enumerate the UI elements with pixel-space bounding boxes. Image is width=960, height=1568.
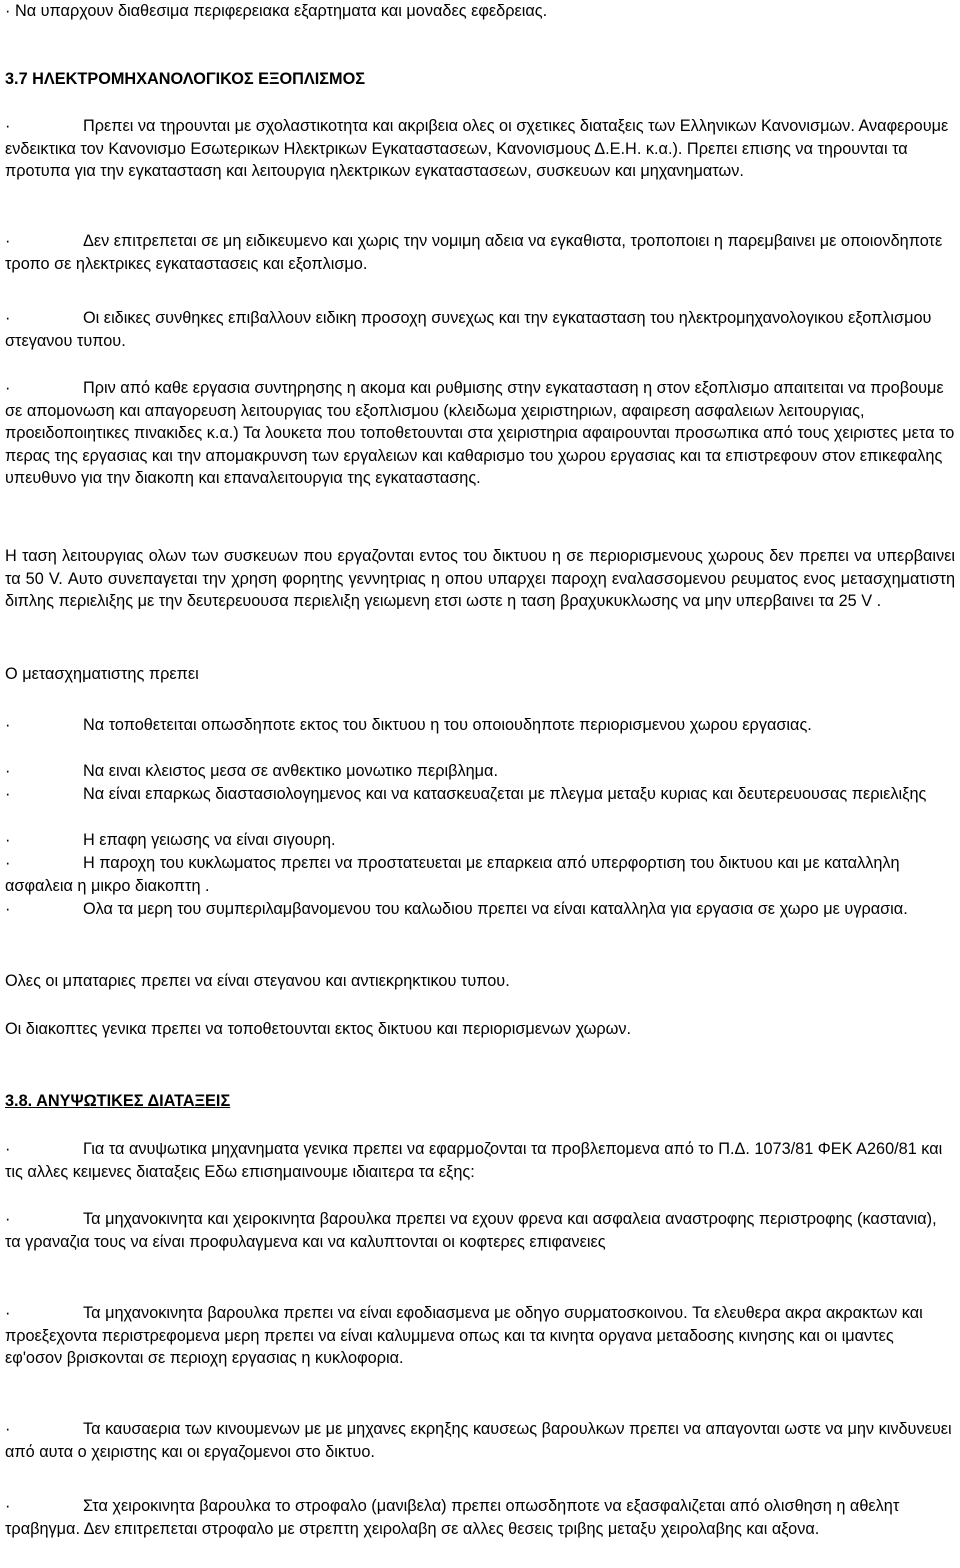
list-item-transformer-5 [5,852,955,897]
bullet-dot: · [5,117,11,135]
paragraph-spare-parts: · Να υπαρχουν διαθεσιμα περιφερειακα εξαρτηματα και μοναδες εφεδρειας. [5,2,548,20]
bullet-dot: · [5,1497,11,1515]
list-item-transformer-2 [5,760,955,783]
paragraph-lifting-general [5,1138,955,1183]
section-heading-3-8-text: 3.8. ΑΝΥΨΩΤΙΚΕΣ ΔΙΑΤΑΞΕΙΣ [5,1092,231,1110]
section-heading-3-8 [5,1090,955,1113]
bullet-dot: · [5,232,11,250]
paragraph-winches-brakes [5,1208,955,1253]
bullet-dot: · [5,1304,11,1322]
bullet-dot: · [5,309,11,327]
paragraph-special-conditions [5,307,955,352]
section-heading-3-7: 3.7 ΗΛΕΚΤΡΟΜΗΧΑΝΟΛΟΓΙΚΟΣ ΕΞΟΠΛΙΣΜΟΣ [5,70,366,88]
paragraph-lifting-general-text: Για τα ανυψωτικα μηχανηματα γενικα πρεπει να εφαρμοζονται τα προβλεπομενα από το Π.Δ. 1073/81 ΦΕΚ Α260/81 και τις αλλες κειμενες διαταξεις Εδω επισημαινουμε ιδιαιτερα τα εξης: [5,1140,943,1181]
list-item-text: Να τοποθετειται οπωσδηποτε εκτος του δικτυου η του οποιουδηποτε περιορισμενου χωρου εργασιας. [83,716,812,734]
paragraph-voltage: Η ταση λειτουργιας ολων των συσκευων που εργαζονται εντος του δικτυου η σε περιορισμενους χωρους δεν πρεπει να υπερβαινει τα 50 V. Αυτο συνεπαγεται την χρηση φορητης γεννητριας η οπου υπαρχει παροχη εναλασσομενου ρευματος ενος μετασχηματιστη διπλης περιελιξης με την δευτερευουσα περιελιξη γειωμενη ετσι ωστε η ταση βραχυκυκλωσης να μην υπερβαινει τα 25 V . [5,547,955,611]
list-item-text: Να ειναι κλειστος μεσα σε ανθεκτικο μονωτικο περιβλημα. [83,762,498,780]
paragraph-winches-guide-text: Τα μηχανοκινητα βαρουλκα πρεπει να είναι εφοδιασμενα με οδηγο συρματοσκοινου. Τα ελευθερα ακρα ακρακτων και προεξεχοντα περιστρεφομενα μερη πρεπει να είναι καλυμμενα οπως και τα κινητα οργανα μεταδοσης κινησης και οι ιμαντες εφ'οσον βρισκονται σε περιοχη εργασιας η κυκλοφορια. [5,1304,923,1368]
paragraph-regulations-text: Πρεπει να τηρουνται με σχολαστικοτητα και ακριβεια ολες οι σχετικες διαταξεις των Ελληνικων Κανονισμων. Αναφερουμε ενδεικτικα τον Κανονισμο Εσωτερικων Ηλεκτρικων Εγκαταστασεων, Κανονισμους Δ.Ε.Η. κ.α.). Πρεπει επισης να τηρουνται τα προτυπα για την εγκατασταση και λειτουργια ηλεκτρικων εγκαταστασεων, συσκευων και μηχανηματων. [5,117,949,181]
paragraph-maintenance-text: Πριν από καθε εργασια συντηρησης η ακομα και ρυθμισης στην εγκατασταση η στον εξοπλισμο απαιτειται να προβουμε σε απομονωση και απαγορευση λειτουργιας του εξοπλισμου (κλειδωμα χειριστηριων, αφαιρεση ασφαλειων λειτουργιας, προειδοποιητικες πινακιδες κ.α.) Τα λουκετα που τοποθετουνται στα χειριστηρια αφαιρουνται προσωπικα από τους χειριστες μετα το περας της εργασιας και την απομακρυνση των εργαλειων και καθαρισμο του χωρου εργασιας και τα επιστρεφουν στον επικεφαλης υπευθυνο για την διακοπη και επαναλειτουργια της εγκαταστασης. [5,379,955,488]
paragraph-unauthorized [5,230,955,275]
list-item-transformer-6 [5,898,955,921]
bullet-dot: · [5,1420,11,1438]
paragraph-winches-brakes-text: Τα μηχανοκινητα και χειροκινητα βαρουλκα πρεπει να εχουν φρενα και ασφαλεια αναστροφης περιστροφης (καστανια), τα γραναζια τους να είναι προφυλαγμενα και να καλυπτονται οι κοφτερες επιφανειες [5,1210,937,1251]
list-item-transformer-4 [5,829,955,852]
bullet-dot: · [5,762,11,780]
paragraph-switches: Οι διακοπτες γενικα πρεπει να τοποθετουνται εκτος δικτυου και περιορισμενων χωρων. [5,1020,632,1038]
list-item-transformer-3 [5,783,955,806]
bullet-dot: · [5,1210,11,1228]
list-item-text: Ολα τα μερη του συμπεριλαμβανομενου του καλωδιου πρεπει να είναι καταλληλα για εργασια σε χωρο με υγρασια. [83,900,908,918]
bullet-dot: · [5,379,11,397]
bullet-dot: · [5,854,11,872]
paragraph-exhaust [5,1418,955,1463]
bullet-dot: · [5,1140,11,1158]
bullet-dot: · [5,785,11,803]
paragraph-maintenance [5,377,955,490]
paragraph-transformer-intro: Ο μετασχηματιστης πρεπει [5,665,199,683]
paragraph-batteries: Ολες οι μπαταριες πρεπει να είναι στεγανου και αντιεκρηκτικου τυπου. [5,972,510,990]
paragraph-winches-guide [5,1302,955,1370]
paragraph-crank [5,1495,955,1540]
paragraph-regulations [5,115,955,183]
list-item-text: Η επαφη γειωσης να είναι σιγουρη. [83,831,336,849]
list-item-text: Να είναι επαρκως διαστασιολογημενος και να κατασκευαζεται με πλεγμα μεταξυ κυριας και δευτερευουσας περιελιξης [83,785,927,803]
list-item-transformer-1 [5,714,955,737]
paragraph-crank-text: Στα χειροκινητα βαρουλκα το στροφαλο (μανιβελα) πρεπει οπωσδηποτε να εξασφαλιζεται από ολισθηση η αθελητ τραβηγμα. Δεν επιτρεπεται στροφαλο με στρεπτη χειρολαβη σε αλλες θεσεις τριβης μεταξυ χειρολαβης και αξονα. [5,1497,900,1538]
bullet-dot: · [5,831,11,849]
list-item-text: Η παροχη του κυκλωματος πρεπει να προστατευεται με επαρκεια από υπερφορτιση του δικτυου και με καταλληλη ασφαλεια η μικρο διακοπτη . [5,854,900,895]
paragraph-unauthorized-text: Δεν επιτρεπεται σε μη ειδικευμενο και χωρις την νομιμη αδεια να εγκαθιστα, τροποποιει η παρεμβαινει με οποιονδηποτε τροπο σε ηλεκτρικες εγκαταστασεις και εξοπλισμο. [5,232,943,273]
paragraph-exhaust-text: Τα καυσαερια των κινουμενων με με μηχανες εκρηξης καυσεως βαρουλκων πρεπει να απαγονται ωστε να μην κινδυνευει από αυτα ο χειριστης και οι εργαζομενοι στο δικτυο. [5,1420,952,1461]
paragraph-special-conditions-text: Οι ειδικες συνθηκες επιβαλλουν ειδικη προσοχη συνεχως και την εγκατασταση του ηλεκτρομηχανολογικου εξοπλισμου στεγανου τυπου. [5,309,932,350]
bullet-dot: · [5,900,11,918]
bullet-dot: · [5,716,11,734]
